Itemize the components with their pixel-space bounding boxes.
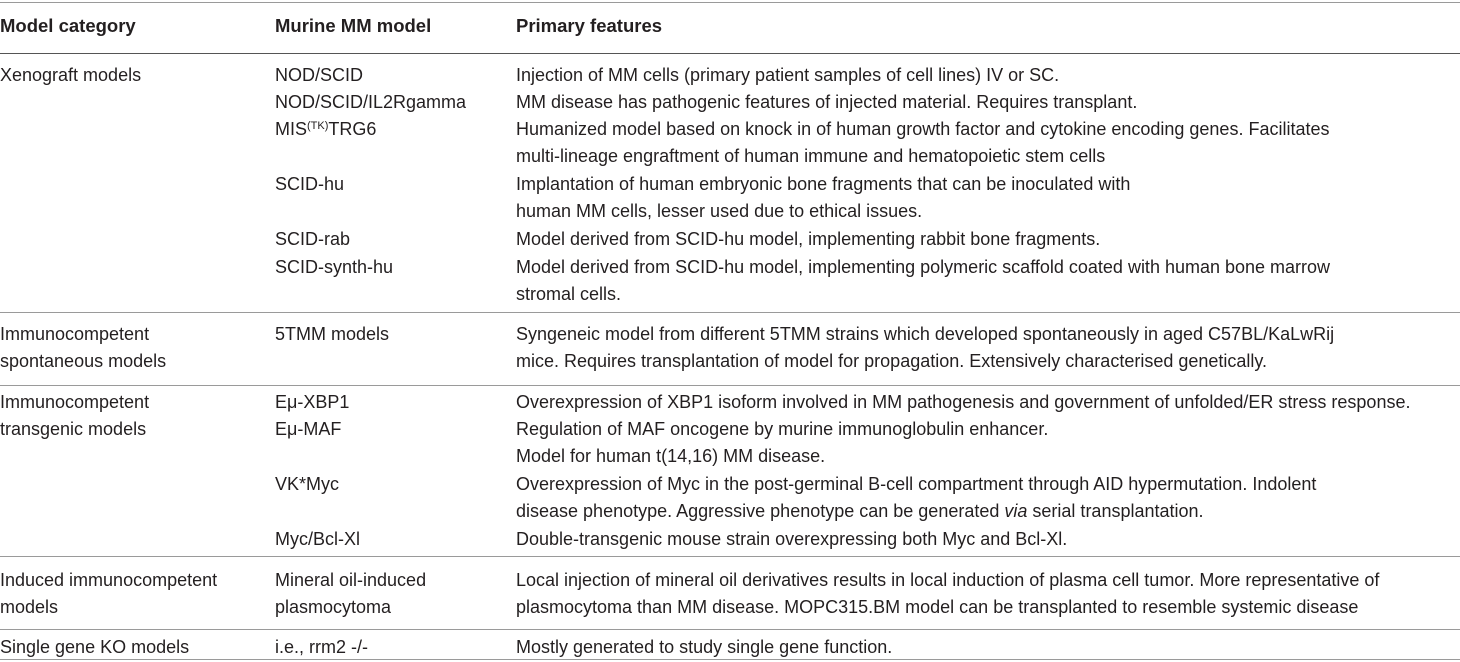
group-rule <box>0 312 1460 313</box>
features-emu-xbp1: Overexpression of XBP1 isoform involved in MM pathogenesis and government of unfolded/ER stress response. <box>516 392 1411 412</box>
features-5tmm-line2: mice. Requires transplantation of model for propagation. Extensively characterised genetically. <box>516 351 1268 371</box>
category-induced-line2: models <box>0 597 59 617</box>
features-vk-myc-line2 <box>516 498 1204 526</box>
model-5tmm: 5TMM models <box>275 324 390 344</box>
model-emu-maf: Eμ-MAF <box>275 419 342 439</box>
header-murine-mm-model: Murine MM model <box>275 15 432 36</box>
features-scid-synth-hu-line1: Model derived from SCID-hu model, implementing polymeric scaffold coated with human bone marrow <box>516 257 1331 277</box>
features-scid-synth-hu-line2: stromal cells. <box>516 284 622 304</box>
model-mineral-oil-line2: plasmocytoma <box>275 597 392 617</box>
features-myc-bcl-xl: Double-transgenic mouse strain overexpressing both Myc and Bcl-Xl. <box>516 529 1068 549</box>
model-nod-scid-il2rgamma: NOD/SCID/IL2Rgamma <box>275 92 467 112</box>
category-single-gene-ko: Single gene KO models <box>0 637 190 657</box>
features-nod-scid-il2rgamma: MM disease has pathogenic features of injected material. Requires transplant. <box>516 92 1138 112</box>
group-rule <box>0 556 1460 557</box>
group-rule <box>0 629 1460 630</box>
category-transgenic-line2: transgenic models <box>0 419 147 439</box>
category-spontaneous-line2: spontaneous models <box>0 351 167 371</box>
model-mis-trg6 <box>275 116 376 144</box>
table-top-rule <box>0 2 1460 3</box>
model-nod-scid: NOD/SCID <box>275 65 364 85</box>
group-rule <box>0 385 1460 386</box>
model-scid-rab: SCID-rab <box>275 229 351 249</box>
features-mineral-oil-line2: plasmocytoma than MM disease. MOPC315.BM model can be transplanted to resemble systemic disease <box>516 597 1359 617</box>
model-vk-myc: VK*Myc <box>275 474 340 494</box>
model-mis-superscript: (TK) <box>307 120 329 132</box>
features-vk-myc-tail: serial transplantation. <box>1032 501 1204 521</box>
category-induced-line1: Induced immunocompetent <box>0 570 218 590</box>
features-vk-myc-italic: via <box>1004 501 1028 521</box>
features-scid-hu-line1: Implantation of human embryonic bone fragments that can be inoculated with <box>516 174 1131 194</box>
features-emu-maf-line2: Model for human t(14,16) MM disease. <box>516 446 826 466</box>
category-transgenic-line1: Immunocompetent <box>0 392 150 412</box>
features-mis-trg6-line1: Humanized model based on knock in of human growth factor and cytokine encoding genes. Facilitates <box>516 119 1330 139</box>
model-scid-synth-hu: SCID-synth-hu <box>275 257 394 277</box>
model-emu-xbp1: Eμ-XBP1 <box>275 392 350 412</box>
features-emu-maf-line1: Regulation of MAF oncogene by murine immunoglobulin enhancer. <box>516 419 1049 439</box>
model-myc-bcl-xl: Myc/Bcl-Xl <box>275 529 360 549</box>
header-model-category: Model category <box>0 15 136 36</box>
features-scid-rab: Model derived from SCID-hu model, implementing rabbit bone fragments. <box>516 229 1101 249</box>
model-mis-suffix: TRG6 <box>328 119 377 139</box>
model-mineral-oil-line1: Mineral oil-induced <box>275 570 427 590</box>
features-vk-myc-line2-text: disease phenotype. Aggressive phenotype can be generated <box>516 501 1000 521</box>
model-rrm2: i.e., rrm2 -/- <box>275 637 368 657</box>
header-primary-features: Primary features <box>516 15 663 36</box>
features-5tmm-line1: Syngeneic model from different 5TMM strains which developed spontaneously in aged C57BL/KaLwRij <box>516 324 1335 344</box>
features-nod-scid: Injection of MM cells (primary patient samples of cell lines) IV or SC. <box>516 65 1060 85</box>
features-mineral-oil-line1: Local injection of mineral oil derivatives results in local induction of plasma cell tumor. More representative of <box>516 570 1380 590</box>
model-scid-hu: SCID-hu <box>275 174 345 194</box>
header-rule <box>0 53 1460 54</box>
features-rrm2: Mostly generated to study single gene function. <box>516 637 893 657</box>
features-vk-myc-line1: Overexpression of Myc in the post-germinal B-cell compartment through AID hypermutation. Indolent <box>516 474 1317 494</box>
features-scid-hu-line2: human MM cells, lesser used due to ethical issues. <box>516 201 923 221</box>
features-mis-trg6-line2: multi-lineage engraftment of human immune and hematopoietic stem cells <box>516 146 1106 166</box>
model-mis-prefix: MIS <box>275 119 308 139</box>
category-xenograft: Xenograft models <box>0 65 142 85</box>
category-spontaneous-line1: Immunocompetent <box>0 324 150 344</box>
